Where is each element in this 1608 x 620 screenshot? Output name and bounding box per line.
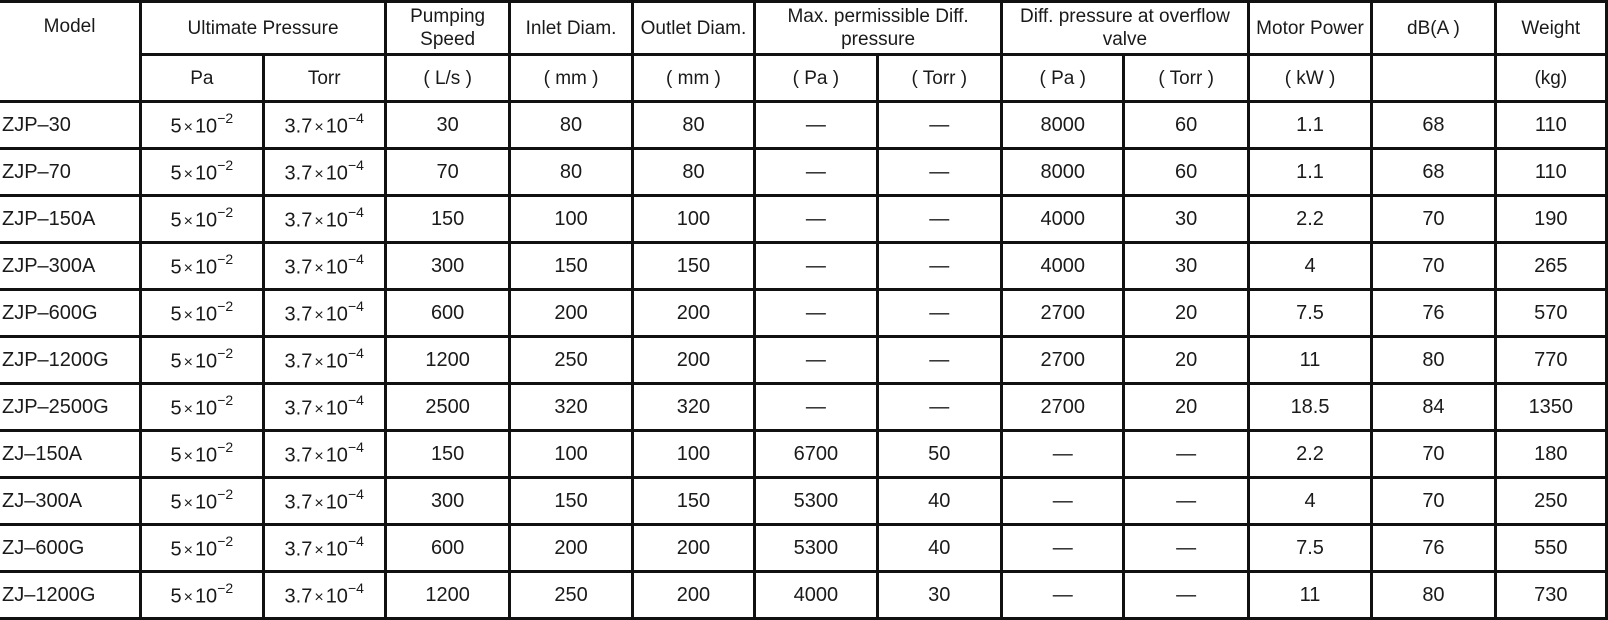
value-power-base: 10: [325, 444, 348, 467]
cell-max-diff-pa: —: [755, 196, 877, 243]
value-exponent: −4: [347, 579, 364, 596]
times-sign: ×: [314, 448, 324, 466]
times-sign: ×: [314, 166, 324, 184]
value-base: 5: [170, 209, 182, 232]
cell-ultimate-torr: [263, 337, 385, 384]
value-exponent: −2: [217, 579, 234, 596]
cell-overflow-torr: —: [1124, 572, 1248, 619]
value-base: 5: [170, 397, 182, 420]
cell-overflow-pa: 4000: [1002, 243, 1124, 290]
value-power-base: 10: [194, 256, 218, 279]
cell-max-diff-pa: 6700: [755, 431, 877, 478]
cell-model: ZJP–2500G: [0, 384, 141, 431]
unit-speed: ( L/s ): [385, 55, 509, 102]
cell-ultimate-pa: [141, 290, 263, 337]
value-exponent: −2: [217, 203, 234, 220]
times-sign: ×: [183, 119, 193, 137]
cell-model: ZJ–150A: [0, 431, 141, 478]
value-exponent: −2: [217, 485, 234, 502]
value-power-base: 10: [194, 162, 218, 185]
cell-max-diff-pa: 4000: [755, 572, 877, 619]
times-sign: ×: [314, 213, 324, 231]
times-sign: ×: [314, 401, 324, 419]
cell-pumping-speed: 150: [385, 431, 509, 478]
value-exponent: −2: [217, 297, 234, 314]
cell-overflow-torr: 30: [1124, 196, 1248, 243]
cell-overflow-pa: 2700: [1002, 384, 1124, 431]
cell-outlet-diam: 100: [632, 196, 754, 243]
cell-weight: 570: [1495, 290, 1606, 337]
cell-inlet-diam: 80: [510, 149, 632, 196]
table-row: [0, 337, 1607, 384]
cell-ultimate-torr: [263, 525, 385, 572]
table-row: [0, 431, 1607, 478]
cell-db: 70: [1372, 196, 1495, 243]
cell-ultimate-torr: [263, 384, 385, 431]
cell-db: 68: [1372, 149, 1495, 196]
cell-weight: 180: [1495, 431, 1606, 478]
unit-row: [0, 55, 1607, 102]
cell-max-diff-torr: —: [877, 290, 1001, 337]
cell-pumping-speed: 1200: [385, 572, 509, 619]
cell-inlet-diam: 100: [510, 196, 632, 243]
cell-ultimate-torr: [263, 102, 385, 149]
value-power-base: 10: [194, 491, 218, 514]
cell-outlet-diam: 200: [632, 525, 754, 572]
cell-inlet-diam: 100: [510, 431, 632, 478]
value-power-base: 10: [325, 491, 348, 514]
table-row: [0, 243, 1607, 290]
cell-max-diff-pa: —: [755, 290, 877, 337]
times-sign: ×: [183, 495, 193, 513]
cell-overflow-pa: —: [1002, 431, 1124, 478]
header-motor-power: Motor Power: [1248, 2, 1371, 55]
header-inlet-diam: Inlet Diam.: [510, 2, 632, 55]
cell-ultimate-pa: [141, 431, 263, 478]
value-power-base: 10: [194, 585, 218, 608]
value-exponent: −2: [217, 109, 234, 126]
cell-outlet-diam: 200: [632, 337, 754, 384]
times-sign: ×: [314, 589, 324, 607]
cell-overflow-torr: —: [1124, 525, 1248, 572]
times-sign: ×: [314, 542, 324, 560]
unit-over-torr: ( Torr ): [1124, 55, 1248, 102]
value-power-base: 10: [194, 209, 218, 232]
cell-max-diff-torr: —: [877, 102, 1001, 149]
cell-db: 70: [1372, 243, 1495, 290]
header-diff-overflow: Diff. pressure at overflow valve: [1002, 2, 1249, 55]
value-exponent: −4: [347, 250, 364, 267]
times-sign: ×: [314, 119, 324, 137]
cell-db: 68: [1372, 102, 1495, 149]
table-row: [0, 290, 1607, 337]
cell-motor-power: 11: [1248, 337, 1371, 384]
cell-max-diff-torr: 50: [877, 431, 1001, 478]
cell-motor-power: 18.5: [1248, 384, 1371, 431]
cell-motor-power: 2.2: [1248, 196, 1371, 243]
cell-ultimate-torr: [263, 478, 385, 525]
value-power-base: 10: [194, 115, 218, 138]
cell-motor-power: 1.1: [1248, 102, 1371, 149]
cell-pumping-speed: 2500: [385, 384, 509, 431]
cell-weight: 110: [1495, 149, 1606, 196]
cell-pumping-speed: 600: [385, 525, 509, 572]
cell-outlet-diam: 320: [632, 384, 754, 431]
header-ultimate-pressure: Ultimate Pressure: [141, 2, 386, 55]
cell-outlet-diam: 80: [632, 149, 754, 196]
value-power-base: 10: [194, 303, 218, 326]
cell-max-diff-torr: —: [877, 337, 1001, 384]
header-max-permissible-diff: Max. permissible Diff. pressure: [755, 2, 1002, 55]
header-pumping-speed: Pumping Speed: [385, 2, 509, 55]
cell-db: 76: [1372, 290, 1495, 337]
table-row: [0, 196, 1607, 243]
cell-weight: 1350: [1495, 384, 1606, 431]
header-row: [0, 2, 1607, 55]
cell-ultimate-torr: [263, 431, 385, 478]
cell-ultimate-torr: [263, 149, 385, 196]
cell-model: ZJ–300A: [0, 478, 141, 525]
value-base: 5: [170, 303, 182, 326]
cell-max-diff-torr: —: [877, 243, 1001, 290]
value-base: 5: [170, 162, 182, 185]
unit-outlet: ( mm ): [632, 55, 754, 102]
value-power-base: 10: [325, 162, 348, 185]
cell-overflow-pa: 2700: [1002, 290, 1124, 337]
cell-weight: 190: [1495, 196, 1606, 243]
cell-overflow-torr: 30: [1124, 243, 1248, 290]
value-exponent: −4: [347, 532, 364, 549]
table-body: [0, 102, 1607, 619]
cell-max-diff-torr: —: [877, 149, 1001, 196]
value-exponent: −4: [347, 203, 364, 220]
cell-overflow-torr: 60: [1124, 102, 1248, 149]
cell-overflow-pa: 8000: [1002, 149, 1124, 196]
cell-model: ZJP–600G: [0, 290, 141, 337]
value-base: 3.7: [284, 256, 313, 279]
table-row: [0, 384, 1607, 431]
cell-weight: 110: [1495, 102, 1606, 149]
cell-ultimate-pa: [141, 478, 263, 525]
value-base: 5: [170, 538, 182, 561]
header-weight: Weight: [1495, 2, 1606, 55]
cell-max-diff-pa: 5300: [755, 525, 877, 572]
cell-max-diff-torr: 40: [877, 478, 1001, 525]
cell-weight: 265: [1495, 243, 1606, 290]
value-base: 3.7: [284, 444, 313, 467]
unit-weight: (kg): [1495, 55, 1606, 102]
times-sign: ×: [183, 166, 193, 184]
cell-outlet-diam: 200: [632, 290, 754, 337]
header-db: dB(A ): [1372, 2, 1495, 55]
header-outlet-diam: Outlet Diam.: [632, 2, 754, 55]
cell-ultimate-torr: [263, 196, 385, 243]
cell-model: ZJ–600G: [0, 525, 141, 572]
cell-inlet-diam: 320: [510, 384, 632, 431]
cell-db: 70: [1372, 431, 1495, 478]
value-power-base: 10: [325, 115, 348, 138]
value-power-base: 10: [325, 538, 348, 561]
value-exponent: −2: [217, 391, 234, 408]
cell-inlet-diam: 200: [510, 290, 632, 337]
value-exponent: −4: [347, 109, 364, 126]
value-base: 3.7: [284, 115, 313, 138]
cell-outlet-diam: 100: [632, 431, 754, 478]
cell-pumping-speed: 600: [385, 290, 509, 337]
cell-overflow-pa: 2700: [1002, 337, 1124, 384]
cell-max-diff-torr: —: [877, 384, 1001, 431]
cell-ultimate-torr: [263, 572, 385, 619]
cell-pumping-speed: 300: [385, 243, 509, 290]
value-base: 5: [170, 491, 182, 514]
unit-max-pa: ( Pa ): [755, 55, 877, 102]
times-sign: ×: [183, 213, 193, 231]
header-model: Model: [0, 2, 141, 102]
cell-motor-power: 4: [1248, 478, 1371, 525]
cell-pumping-speed: 150: [385, 196, 509, 243]
cell-pumping-speed: 1200: [385, 337, 509, 384]
cell-ultimate-torr: [263, 243, 385, 290]
cell-inlet-diam: 250: [510, 337, 632, 384]
value-power-base: 10: [325, 303, 348, 326]
cell-motor-power: 2.2: [1248, 431, 1371, 478]
cell-model: ZJ–1200G: [0, 572, 141, 619]
cell-ultimate-pa: [141, 243, 263, 290]
cell-weight: 730: [1495, 572, 1606, 619]
times-sign: ×: [183, 542, 193, 560]
value-power-base: 10: [325, 256, 348, 279]
value-exponent: −4: [347, 297, 364, 314]
cell-overflow-torr: —: [1124, 478, 1248, 525]
cell-ultimate-pa: [141, 525, 263, 572]
cell-outlet-diam: 150: [632, 478, 754, 525]
unit-pa: Pa: [141, 55, 263, 102]
value-base: 3.7: [284, 491, 313, 514]
cell-outlet-diam: 80: [632, 102, 754, 149]
table-row: [0, 102, 1607, 149]
cell-overflow-pa: —: [1002, 572, 1124, 619]
value-base: 3.7: [284, 162, 313, 185]
times-sign: ×: [183, 589, 193, 607]
cell-overflow-pa: 8000: [1002, 102, 1124, 149]
cell-model: ZJP–150A: [0, 196, 141, 243]
cell-outlet-diam: 150: [632, 243, 754, 290]
value-power-base: 10: [194, 350, 218, 373]
cell-db: 84: [1372, 384, 1495, 431]
value-base: 3.7: [284, 397, 313, 420]
value-power-base: 10: [194, 444, 218, 467]
value-exponent: −4: [347, 438, 364, 455]
cell-max-diff-torr: 40: [877, 525, 1001, 572]
cell-ultimate-pa: [141, 384, 263, 431]
cell-ultimate-pa: [141, 149, 263, 196]
unit-db: [1372, 55, 1495, 102]
cell-overflow-torr: 60: [1124, 149, 1248, 196]
unit-inlet: ( mm ): [510, 55, 632, 102]
value-power-base: 10: [194, 397, 218, 420]
value-base: 3.7: [284, 538, 313, 561]
cell-overflow-torr: —: [1124, 431, 1248, 478]
cell-model: ZJP–1200G: [0, 337, 141, 384]
cell-overflow-pa: 4000: [1002, 196, 1124, 243]
cell-max-diff-pa: —: [755, 102, 877, 149]
cell-overflow-torr: 20: [1124, 337, 1248, 384]
cell-outlet-diam: 200: [632, 572, 754, 619]
cell-motor-power: 11: [1248, 572, 1371, 619]
value-base: 5: [170, 585, 182, 608]
value-exponent: −4: [347, 156, 364, 173]
cell-inlet-diam: 200: [510, 525, 632, 572]
cell-motor-power: 7.5: [1248, 525, 1371, 572]
cell-ultimate-torr: [263, 290, 385, 337]
value-power-base: 10: [325, 350, 348, 373]
value-exponent: −4: [347, 344, 364, 361]
cell-max-diff-pa: —: [755, 384, 877, 431]
value-exponent: −4: [347, 485, 364, 502]
cell-pumping-speed: 300: [385, 478, 509, 525]
value-power-base: 10: [194, 538, 218, 561]
cell-motor-power: 1.1: [1248, 149, 1371, 196]
times-sign: ×: [183, 354, 193, 372]
cell-db: 76: [1372, 525, 1495, 572]
cell-pumping-speed: 30: [385, 102, 509, 149]
times-sign: ×: [314, 495, 324, 513]
cell-max-diff-pa: 5300: [755, 478, 877, 525]
cell-db: 80: [1372, 572, 1495, 619]
unit-over-pa: ( Pa ): [1002, 55, 1124, 102]
value-power-base: 10: [325, 209, 348, 232]
cell-model: ZJP–70: [0, 149, 141, 196]
cell-overflow-torr: 20: [1124, 384, 1248, 431]
cell-ultimate-pa: [141, 572, 263, 619]
cell-weight: 770: [1495, 337, 1606, 384]
value-exponent: −2: [217, 156, 234, 173]
cell-inlet-diam: 150: [510, 243, 632, 290]
times-sign: ×: [314, 307, 324, 325]
value-exponent: −2: [217, 344, 234, 361]
value-exponent: −2: [217, 532, 234, 549]
table-row: [0, 149, 1607, 196]
cell-ultimate-pa: [141, 196, 263, 243]
cell-inlet-diam: 250: [510, 572, 632, 619]
table-row: [0, 525, 1607, 572]
value-base: 3.7: [284, 303, 313, 326]
cell-db: 80: [1372, 337, 1495, 384]
cell-motor-power: 7.5: [1248, 290, 1371, 337]
value-base: 3.7: [284, 209, 313, 232]
cell-max-diff-pa: —: [755, 337, 877, 384]
cell-db: 70: [1372, 478, 1495, 525]
cell-max-diff-torr: 30: [877, 572, 1001, 619]
cell-pumping-speed: 70: [385, 149, 509, 196]
cell-model: ZJP–300A: [0, 243, 141, 290]
cell-model: ZJP–30: [0, 102, 141, 149]
times-sign: ×: [183, 260, 193, 278]
value-power-base: 10: [325, 585, 348, 608]
table-row: [0, 478, 1607, 525]
value-base: 5: [170, 444, 182, 467]
cell-ultimate-pa: [141, 337, 263, 384]
cell-overflow-pa: —: [1002, 478, 1124, 525]
unit-max-torr: ( Torr ): [877, 55, 1001, 102]
cell-max-diff-pa: —: [755, 149, 877, 196]
value-base: 3.7: [284, 350, 313, 373]
cell-max-diff-pa: —: [755, 243, 877, 290]
times-sign: ×: [183, 401, 193, 419]
value-base: 3.7: [284, 585, 313, 608]
value-base: 5: [170, 115, 182, 138]
unit-power: ( kW ): [1248, 55, 1371, 102]
cell-inlet-diam: 150: [510, 478, 632, 525]
value-exponent: −2: [217, 250, 234, 267]
times-sign: ×: [183, 307, 193, 325]
times-sign: ×: [314, 260, 324, 278]
cell-weight: 250: [1495, 478, 1606, 525]
cell-ultimate-pa: [141, 102, 263, 149]
table-row: [0, 572, 1607, 619]
value-base: 5: [170, 256, 182, 279]
cell-max-diff-torr: —: [877, 196, 1001, 243]
cell-overflow-pa: —: [1002, 525, 1124, 572]
cell-inlet-diam: 80: [510, 102, 632, 149]
value-base: 5: [170, 350, 182, 373]
times-sign: ×: [314, 354, 324, 372]
value-power-base: 10: [325, 397, 348, 420]
cell-weight: 550: [1495, 525, 1606, 572]
cell-overflow-torr: 20: [1124, 290, 1248, 337]
unit-torr: Torr: [263, 55, 385, 102]
times-sign: ×: [183, 448, 193, 466]
cell-motor-power: 4: [1248, 243, 1371, 290]
value-exponent: −2: [217, 438, 234, 455]
value-exponent: −4: [347, 391, 364, 408]
